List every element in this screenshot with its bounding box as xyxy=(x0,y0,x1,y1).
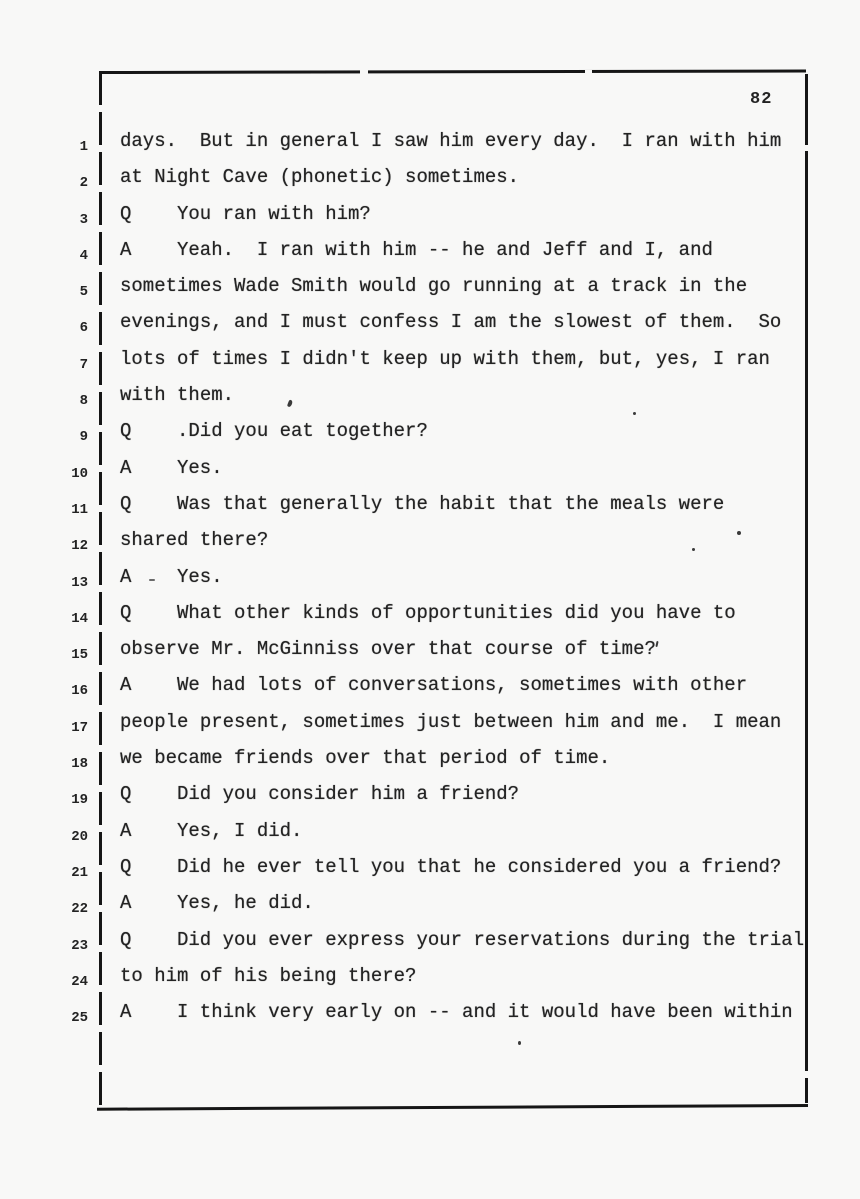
line-number: 25 xyxy=(71,1010,88,1027)
line-number: 6 xyxy=(79,320,88,337)
line-number: 17 xyxy=(71,719,88,736)
speaker-label: A xyxy=(120,674,132,697)
transcript-line xyxy=(0,776,860,812)
line-text: A Yeah. I ran with him -- he and Jeff and I, and xyxy=(120,232,713,268)
transcript-line xyxy=(0,559,860,595)
line-text: Q .Did you eat together? xyxy=(120,413,428,449)
transcript-line xyxy=(0,813,860,849)
transcript-line xyxy=(0,159,860,195)
line-text: shared there? xyxy=(120,529,269,552)
line-text: with them. xyxy=(120,384,235,407)
speaker-label: A xyxy=(120,456,132,479)
scan-artifact xyxy=(692,548,695,551)
line-number: 12 xyxy=(71,538,88,555)
transcript-line xyxy=(0,849,860,885)
line-number: 22 xyxy=(71,901,88,918)
page-border-bottom xyxy=(97,1104,808,1111)
line-number: 3 xyxy=(79,211,88,228)
line-text: lots of times I didn't keep up with them, but, yes, I ran xyxy=(120,347,770,370)
speaker-label: Q xyxy=(120,420,132,443)
transcript-line xyxy=(0,232,860,268)
line-text: at Night Cave (phonetic) sometimes. xyxy=(120,166,520,189)
page-number: 82 xyxy=(750,90,773,109)
line-number: 1 xyxy=(79,139,88,155)
transcript-line xyxy=(0,413,860,449)
line-text: A Yes, I did. xyxy=(120,813,302,849)
transcript-line xyxy=(0,994,860,1030)
speaker-label: Q xyxy=(120,783,132,806)
transcript-line xyxy=(0,595,860,631)
speaker-label: A xyxy=(120,565,132,588)
transcript-line xyxy=(0,704,860,740)
line-text: people present, sometimes just between him and me. I mean xyxy=(120,710,782,733)
speaker-label: Q xyxy=(120,855,132,878)
line-number: 9 xyxy=(79,429,88,446)
transcript-line xyxy=(0,450,860,486)
line-text: A Yes. xyxy=(120,559,223,595)
line-number: 23 xyxy=(71,937,88,954)
speaker-label: Q xyxy=(120,928,132,951)
line-text: sometimes Wade Smith would go running at a track in the xyxy=(120,275,748,298)
scan-artifact xyxy=(633,412,636,415)
line-number: 5 xyxy=(79,284,88,301)
border-gap xyxy=(360,70,368,75)
line-text: A Yes. xyxy=(120,450,223,486)
speaker-label: Q xyxy=(120,202,132,225)
line-text: days. But in general I saw him every day. I ran with him xyxy=(120,130,782,152)
line-number: 10 xyxy=(71,465,88,482)
speaker-label: A xyxy=(120,892,132,915)
transcript-line xyxy=(0,196,860,232)
transcript-lines xyxy=(0,123,860,1030)
line-text: Q What other kinds of opportunities did you have to xyxy=(120,595,736,631)
line-number: 19 xyxy=(71,792,88,809)
line-text: Q Did you consider him a friend? xyxy=(120,776,519,812)
scan-artifact xyxy=(149,579,155,581)
line-text: A Yes, he did. xyxy=(120,885,314,921)
line-text: A I think very early on -- and it would have been within xyxy=(120,994,793,1030)
speaker-label: A xyxy=(120,819,132,842)
line-text: evenings, and I must confess I am the slowest of them. So xyxy=(120,311,782,334)
line-number: 8 xyxy=(79,393,88,410)
transcript-line xyxy=(0,885,860,921)
speaker-label: Q xyxy=(120,492,132,515)
line-text: Q Did you ever express your reservations during the trial xyxy=(120,922,804,958)
transcript-line xyxy=(0,341,860,377)
transcript-line xyxy=(0,631,860,667)
transcript-line xyxy=(0,123,860,159)
speaker-label: A xyxy=(120,238,132,261)
transcript-line xyxy=(0,922,860,958)
line-number: 13 xyxy=(71,574,88,591)
line-number: 18 xyxy=(71,756,88,773)
line-number: 20 xyxy=(71,828,88,845)
transcript-line xyxy=(0,667,860,703)
speaker-label: A xyxy=(120,1001,132,1024)
line-number: 11 xyxy=(71,501,88,518)
transcript-line xyxy=(0,268,860,304)
line-number: 24 xyxy=(71,973,88,990)
line-number: 15 xyxy=(71,647,88,664)
line-text: Q Did he ever tell you that he considered you a friend? xyxy=(120,849,781,885)
line-text: Q You ran with him? xyxy=(120,196,371,232)
line-number: 2 xyxy=(79,175,88,192)
transcript-line xyxy=(0,377,860,413)
line-text: we became friends over that period of time. xyxy=(120,747,611,770)
line-number: 4 xyxy=(79,247,88,264)
border-gap xyxy=(585,70,592,75)
line-number: 16 xyxy=(71,683,88,700)
transcript-line xyxy=(0,740,860,776)
transcript-line xyxy=(0,958,860,994)
line-text: A We had lots of conversations, sometimes with other xyxy=(120,667,747,703)
scan-artifact xyxy=(737,531,741,535)
line-text: Q Was that generally the habit that the meals were xyxy=(120,486,724,522)
transcript-line xyxy=(0,522,860,558)
line-number: 7 xyxy=(79,356,88,373)
line-number: 14 xyxy=(71,610,88,627)
speaker-label: Q xyxy=(120,601,132,624)
transcript-line xyxy=(0,304,860,340)
line-number: 21 xyxy=(71,864,88,881)
transcript-line xyxy=(0,486,860,522)
scan-artifact xyxy=(518,1041,521,1045)
page-border-top xyxy=(99,70,806,74)
line-text: to him of his being there? xyxy=(120,964,417,987)
line-text: observe Mr. McGinniss over that course of time? xyxy=(120,638,656,661)
border-gap xyxy=(804,1071,809,1078)
